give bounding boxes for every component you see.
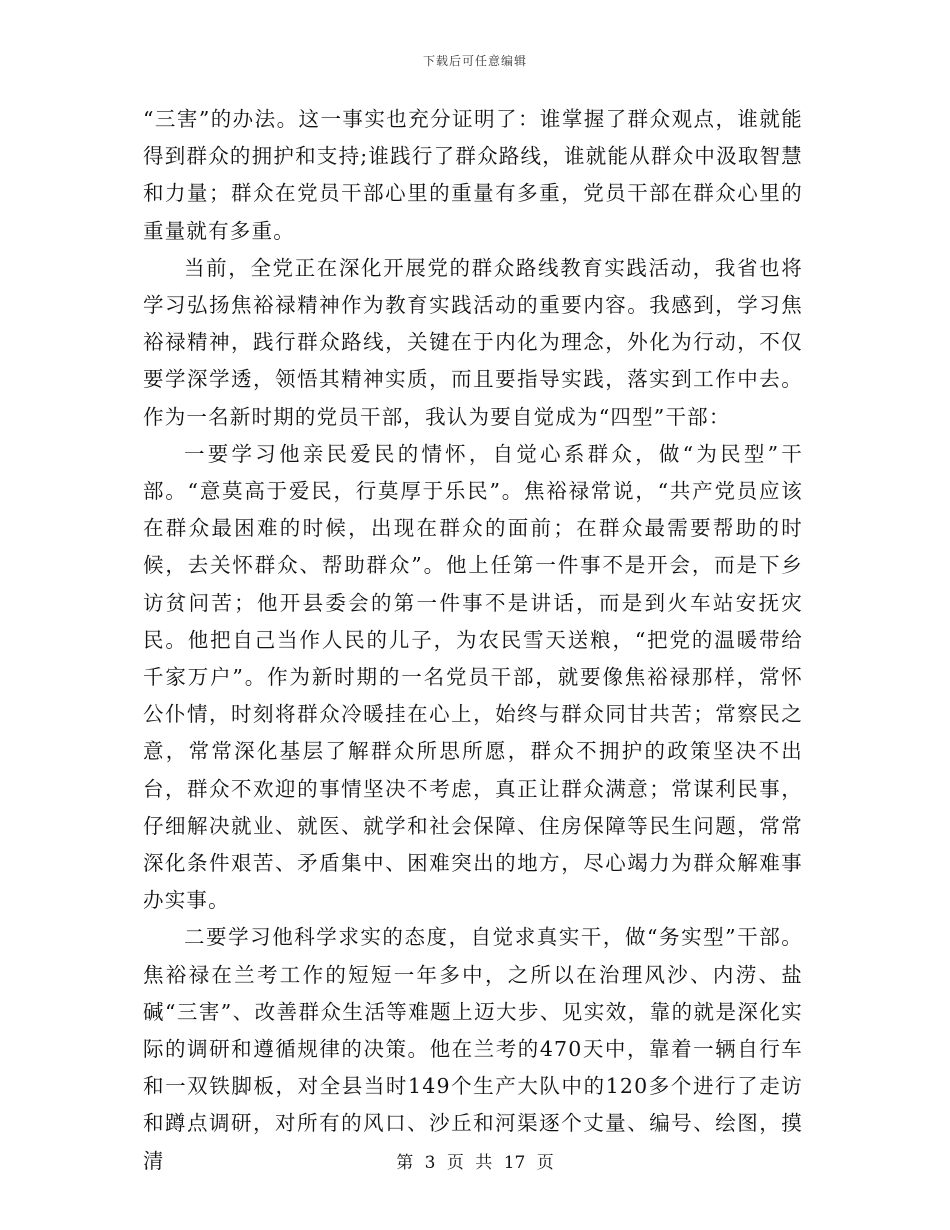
paragraph-3: 一要学习他亲民爱民的情怀，自觉心系群众，做“为民型”干部。“意莫高于爱民，行莫厚于乐民”。焦裕禄常说，“共产党员应该在群众最困难的时候，出现在群众的面前；在群众最需要帮助的时候，去关怀群众、帮助群众”。他上任第一件事不是开会，而是下乡访贫问苦；他开县委会的第一件事不是讲话，而是到火车站安抚灾民。他把自己当作人民的儿子，为农民雪天送粮，“把党的温暖带给千家万户”。作为新时期的一名党员干部，就要像焦裕禄那样，常怀公仆情，时刻将群众冷暖挂在心上，始终与群众同甘共苦；常察民之意，常常深化基层了解群众所思所愿，群众不拥护的政策坚决不出台，群众不欢迎的事情坚决不考虑，真正让群众满意；常谋利民事，仔细解决就业、就医、就学和社会保障、住房保障等民生问题，常常深化条件艰苦、矛盾集中、困难突出的地方，尽心竭力为群众解难事办实事。: [143, 441, 803, 913]
paragraph-2: 当前，全党正在深化开展党的群众路线教育实践活动，我省也将学习弘扬焦裕禄精神作为教育实践活动的重要内容。我感到，学习焦裕禄精神，践行群众路线，关键在于内化为理念，外化为行动，不仅要学深学透，领悟其精神实质，而且要指导实践，落实到工作中去。作为一名新时期的党员干部，我认为要自觉成为“四型”干部：: [143, 255, 803, 429]
paragraph-1: “三害”的办法。这一事实也充分证明了：谁掌握了群众观点，谁就能得到群众的拥护和支持;谁践行了群众路线，谁就能从群众中汲取智慧和力量；群众在党员干部心里的重量有多重，党员干部在群众心里的重量就有多重。: [143, 107, 803, 243]
paragraph-4: 二要学习他科学求实的态度，自觉求真实干，做“务实型”干部。焦裕禄在兰考工作的短短一年多中，之所以在治理风沙、内涝、盐碱“三害”、改善群众生活等难题上迈大步、见实效，靠的就是深化实际的调研和遵循规律的决策。他在兰考的470天中，靠着一辆自行车和一双铁脚板，对全县当时149个生产大队中的120多个进行了走访和蹲点调研，对所有的风口、沙丘和河渠逐个丈量、编号、绘图，摸清: [143, 925, 803, 1173]
document-body: [143, 101, 803, 1180]
page-number-footer: 第 3 页 共 17 页: [396, 1153, 554, 1173]
page-header: 下载后可任意编辑: [422, 54, 527, 68]
